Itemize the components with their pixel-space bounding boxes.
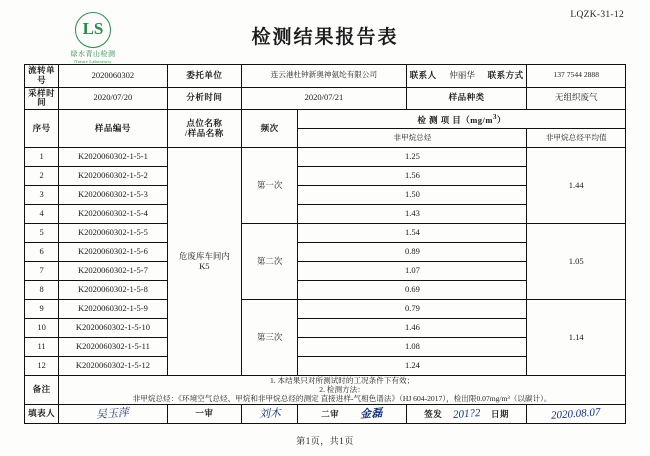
document-code: LQZK-31-12	[570, 10, 624, 20]
first-review-value: 刘木	[242, 405, 298, 424]
logo-name-en: Nature Laboratory	[74, 59, 112, 64]
sign-value: 201?2	[452, 406, 481, 421]
logo-mark-icon: LS	[75, 12, 111, 48]
cell-value: 1.46	[298, 319, 527, 338]
cell-sample-no: K2020060302-1-5-4	[59, 205, 168, 224]
sample-time-label: 采样时间	[25, 87, 59, 110]
cell-value: 1.24	[298, 357, 527, 376]
client-value: 连云港杜钟新奥神氨纶有限公司	[242, 65, 407, 88]
flow-no-label: 流转单号	[25, 65, 59, 88]
cell-value: 0.79	[298, 300, 527, 319]
cell-index: 9	[25, 300, 59, 319]
table-row	[25, 300, 626, 319]
report-header	[24, 8, 626, 64]
cell-point-name: 危废库车间内 K5	[167, 148, 241, 376]
cell-sample-no: K2020060302-1-5-5	[59, 224, 168, 243]
cell-index: 11	[25, 338, 59, 357]
cell-value: 0.69	[298, 281, 527, 300]
cell-index: 2	[25, 167, 59, 186]
cell-average: 1.44	[527, 148, 626, 224]
second-review-label: 二审 金磊	[298, 405, 407, 424]
analysis-time-value: 2020/07/21	[242, 87, 407, 110]
lab-logo	[60, 12, 126, 64]
cell-sample-no: K2020060302-1-5-6	[59, 243, 168, 262]
remark-line-2: 2. 检测方法：	[319, 384, 365, 394]
filler-value: 吴玉萍	[59, 405, 168, 424]
cell-value: 1.25	[298, 148, 527, 167]
remark-label: 备注	[25, 376, 59, 405]
cell-frequency: 第三次	[242, 300, 298, 376]
table-row	[25, 224, 626, 243]
cell-sample-no: K2020060302-1-5-2	[59, 167, 168, 186]
sample-type-label: 样品种类	[406, 87, 527, 110]
phone-value: 137 7544 2888	[527, 65, 626, 88]
cell-index: 5	[25, 224, 59, 243]
cell-index: 12	[25, 357, 59, 376]
cell-value: 1.54	[298, 224, 527, 243]
cell-index: 4	[25, 205, 59, 224]
cell-index: 8	[25, 281, 59, 300]
cell-sample-no: K2020060302-1-5-3	[59, 186, 168, 205]
client-label: 委托单位	[167, 65, 241, 88]
sample-type-value: 无组织废气	[527, 87, 626, 110]
sign-label: 签发	[424, 408, 443, 419]
cell-index: 6	[25, 243, 59, 262]
cell-sample-no: K2020060302-1-5-1	[59, 148, 168, 167]
remark-line-3: 非甲烷总烃：《环境空气总烃、甲烷和非甲烷总烃的测定 直接进样-气相色谱法》（HJ 604-2017），检出限0.07mg/m³（以碳计）。	[132, 393, 552, 403]
contact-cell	[406, 65, 527, 88]
col-header-index: 序号	[25, 110, 59, 148]
contact-label: 联系人	[409, 69, 437, 80]
report-table	[24, 64, 626, 424]
contact-value: 仲丽华	[449, 69, 475, 80]
cell-sample-no: K2020060302-1-5-12	[59, 357, 168, 376]
cell-index: 7	[25, 262, 59, 281]
cell-sample-no: K2020060302-1-5-9	[59, 300, 168, 319]
cell-value: 0.89	[298, 243, 527, 262]
date-label: 日期	[491, 408, 510, 419]
remark-row	[25, 376, 626, 405]
col-header-nmhc-avg: 非甲烷总烃平均值	[527, 129, 626, 148]
sample-time-value: 2020/07/20	[59, 87, 168, 110]
page-footer: 第1页，共1页	[296, 436, 354, 447]
cell-frequency: 第一次	[242, 148, 298, 224]
date-value: 2020.08.07	[527, 405, 626, 424]
cell-value: 1.50	[298, 186, 527, 205]
cell-sample-no: K2020060302-1-5-11	[59, 338, 168, 357]
cell-index: 1	[25, 148, 59, 167]
table-header-row-1	[25, 110, 626, 129]
page-title: 检测结果报告表	[251, 27, 399, 48]
first-review-label: 一审	[167, 405, 241, 424]
filler-label: 填表人	[25, 405, 59, 424]
phone-label: 联系方式	[487, 69, 524, 80]
signature-row	[25, 405, 626, 424]
col-header-test-item: 检 测 项 目$(mg/m^3)$	[298, 110, 626, 129]
logo-name-cn: 绿水青山检测	[70, 50, 116, 58]
info-row-time	[25, 87, 626, 110]
cell-value: 1.56	[298, 167, 527, 186]
cell-value: 1.08	[298, 338, 527, 357]
col-header-point-name: 点位名称 /样品名称	[167, 110, 241, 148]
cell-frequency: 第二次	[242, 224, 298, 300]
sign-cell	[406, 405, 527, 424]
col-header-sample-no: 样品编号	[59, 110, 168, 148]
table-row	[25, 148, 626, 167]
cell-index: 3	[25, 186, 59, 205]
cell-average: 1.05	[527, 224, 626, 300]
remark-line-1: 1. 本结果只对所测试时的工况条件下有效；	[269, 376, 415, 386]
cell-sample-no: K2020060302-1-5-8	[59, 281, 168, 300]
cell-sample-no: K2020060302-1-5-7	[59, 262, 168, 281]
info-row-flow	[25, 65, 626, 88]
col-header-nmhc: 非甲烷总烃	[298, 129, 527, 148]
remark-content	[59, 376, 626, 405]
col-header-frequency: 频次	[242, 110, 298, 148]
cell-value: 1.43	[298, 205, 527, 224]
second-review-value: 金磊	[359, 407, 384, 421]
analysis-time-label: 分析时间	[167, 87, 241, 110]
flow-no-value: 2020060302	[59, 65, 168, 88]
cell-value: 1.07	[298, 262, 527, 281]
cell-average: 1.14	[527, 300, 626, 376]
cell-sample-no: K2020060302-1-5-10	[59, 319, 168, 338]
cell-index: 10	[25, 319, 59, 338]
